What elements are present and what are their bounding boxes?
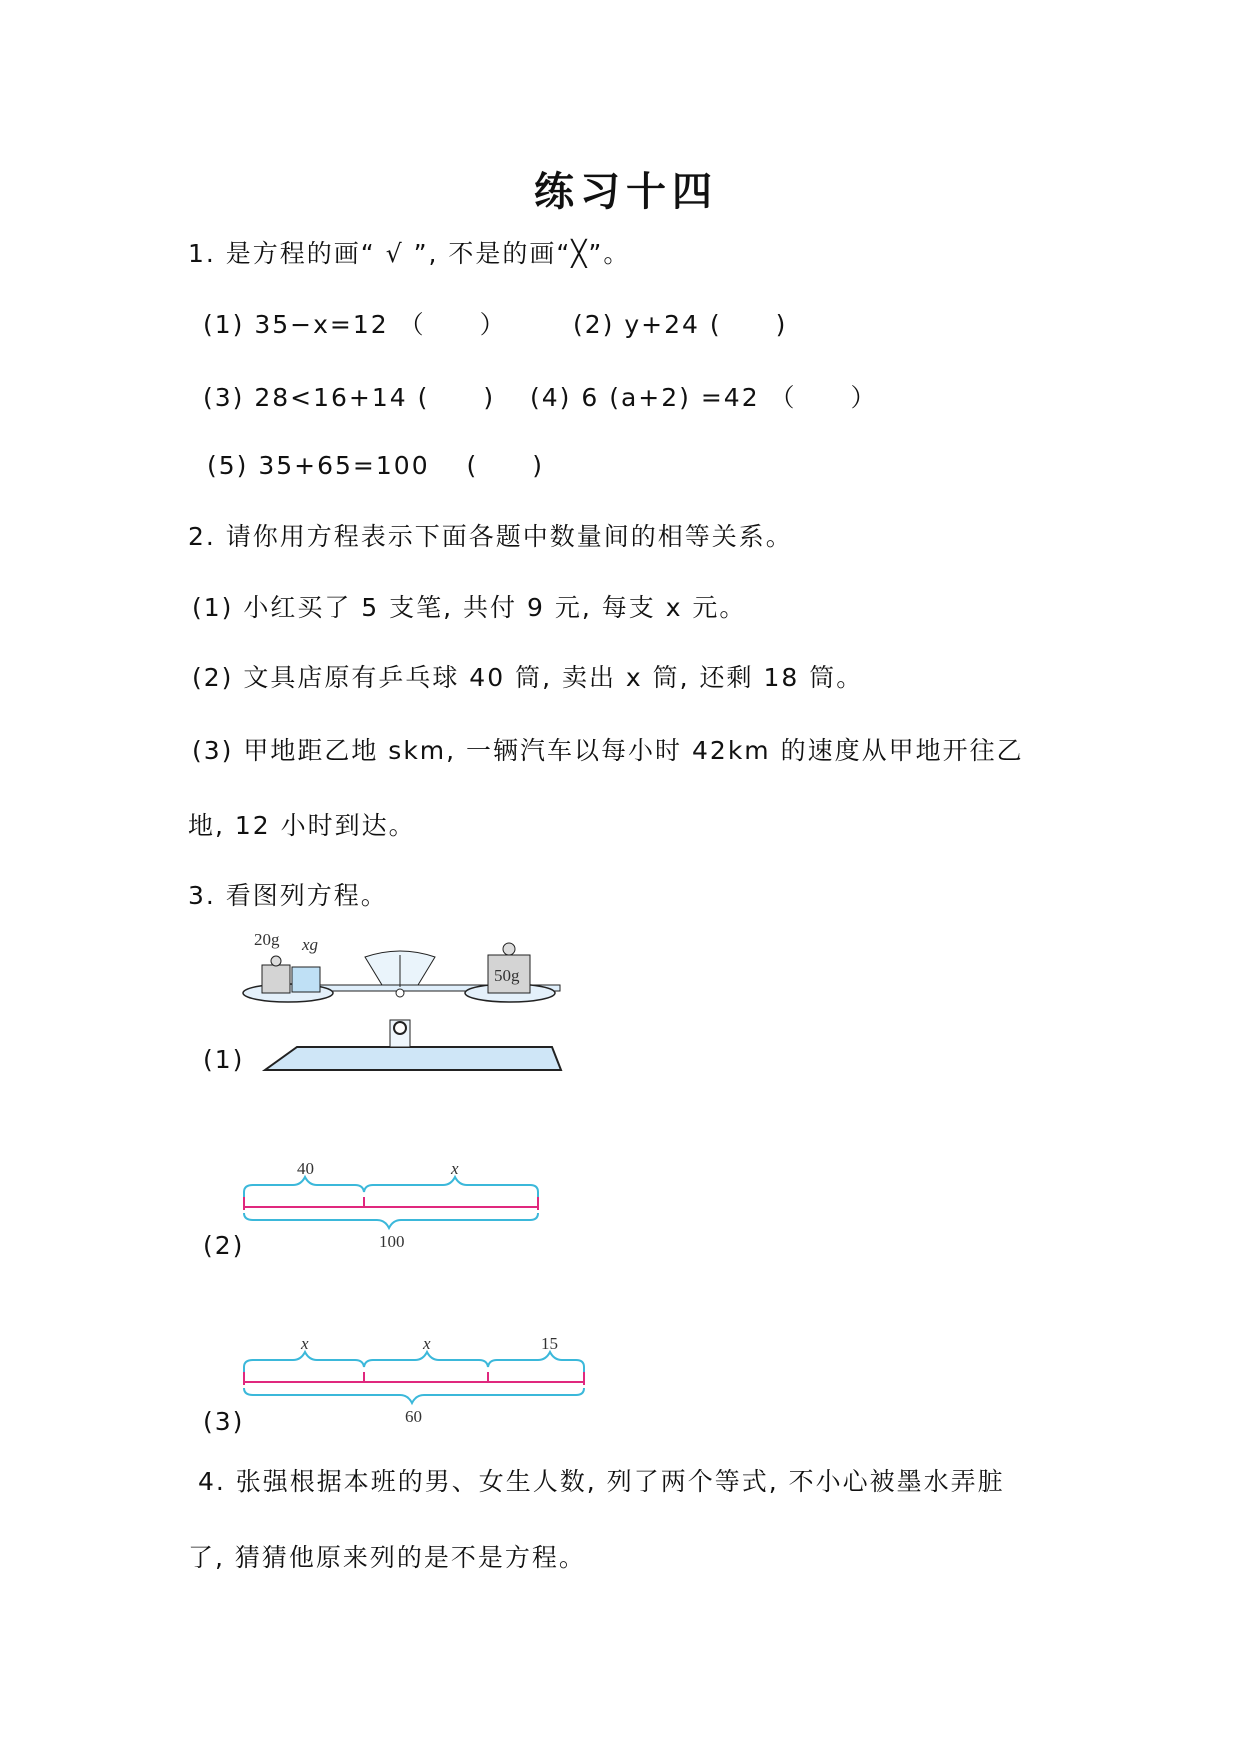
label-20g: 20g — [254, 930, 280, 949]
segment-diagram-2 — [243, 1160, 543, 1260]
q2-item-2: (2) 文具店原有乒乓球 40 筒, 卖出 x 筒, 还剩 18 筒。 — [192, 663, 864, 692]
weight-20g — [262, 965, 290, 993]
q2-item-3: (3) 甲地距乙地 skm, 一辆汽车以每小时 42km 的速度从甲地开往乙 — [192, 736, 1024, 765]
q2-item-1: (1) 小红买了 5 支笔, 共付 9 元, 每支 x 元。 — [192, 593, 747, 622]
label-x2: x — [423, 1334, 431, 1353]
q4-line-1: 4. 张强根据本班的男、女生人数, 列了两个等式, 不小心被墨水弄脏 — [198, 1467, 1005, 1496]
label-40: 40 — [297, 1159, 314, 1178]
q2-item-3-cont: 地, 12 小时到达。 — [188, 811, 416, 840]
page-title: 练习十四 — [534, 168, 718, 215]
q1-item-2: (2) y+24 ( ) — [573, 310, 788, 339]
label-100: 100 — [379, 1232, 405, 1251]
bottom-brace — [244, 1388, 584, 1403]
fig1-label: (1) — [203, 1045, 245, 1074]
q1-item-4: (4) 6 (a+2) =42 （ ） — [530, 383, 878, 412]
label-x: x — [451, 1159, 459, 1178]
unknown-box — [292, 967, 320, 992]
top-brace — [244, 1352, 584, 1372]
segment-bar — [244, 1197, 538, 1210]
bottom-brace — [244, 1213, 538, 1228]
q1-item-3: (3) 28<16+14 ( ) — [203, 383, 496, 412]
label-50g: 50g — [494, 966, 520, 985]
balance-figure — [240, 925, 560, 1075]
segment-diagram-3 — [243, 1335, 593, 1435]
fig3-label: (3) — [203, 1407, 245, 1436]
label-60: 60 — [405, 1407, 422, 1426]
fig2-label: (2) — [203, 1231, 245, 1260]
label-x1: x — [301, 1334, 309, 1353]
q4-line-2: 了, 猜猜他原来列的是不是方程。 — [188, 1543, 586, 1572]
balance-base — [265, 1047, 561, 1070]
label-15: 15 — [541, 1334, 558, 1353]
q3-prompt: 3. 看图列方程。 — [188, 881, 388, 910]
top-brace — [244, 1177, 538, 1197]
q2-prompt: 2. 请你用方程表示下面各题中数量间的相等关系。 — [188, 522, 793, 551]
label-xg: xg — [302, 935, 319, 954]
q1-prompt: 1. 是方程的画“ √ ”, 不是的画“╳”。 — [188, 239, 631, 268]
segment-bar — [244, 1372, 584, 1385]
q1-item-1: (1) 35−x=12 （ ） — [203, 310, 507, 339]
q1-item-5: (5) 35+65=100 ( ) — [207, 451, 545, 480]
